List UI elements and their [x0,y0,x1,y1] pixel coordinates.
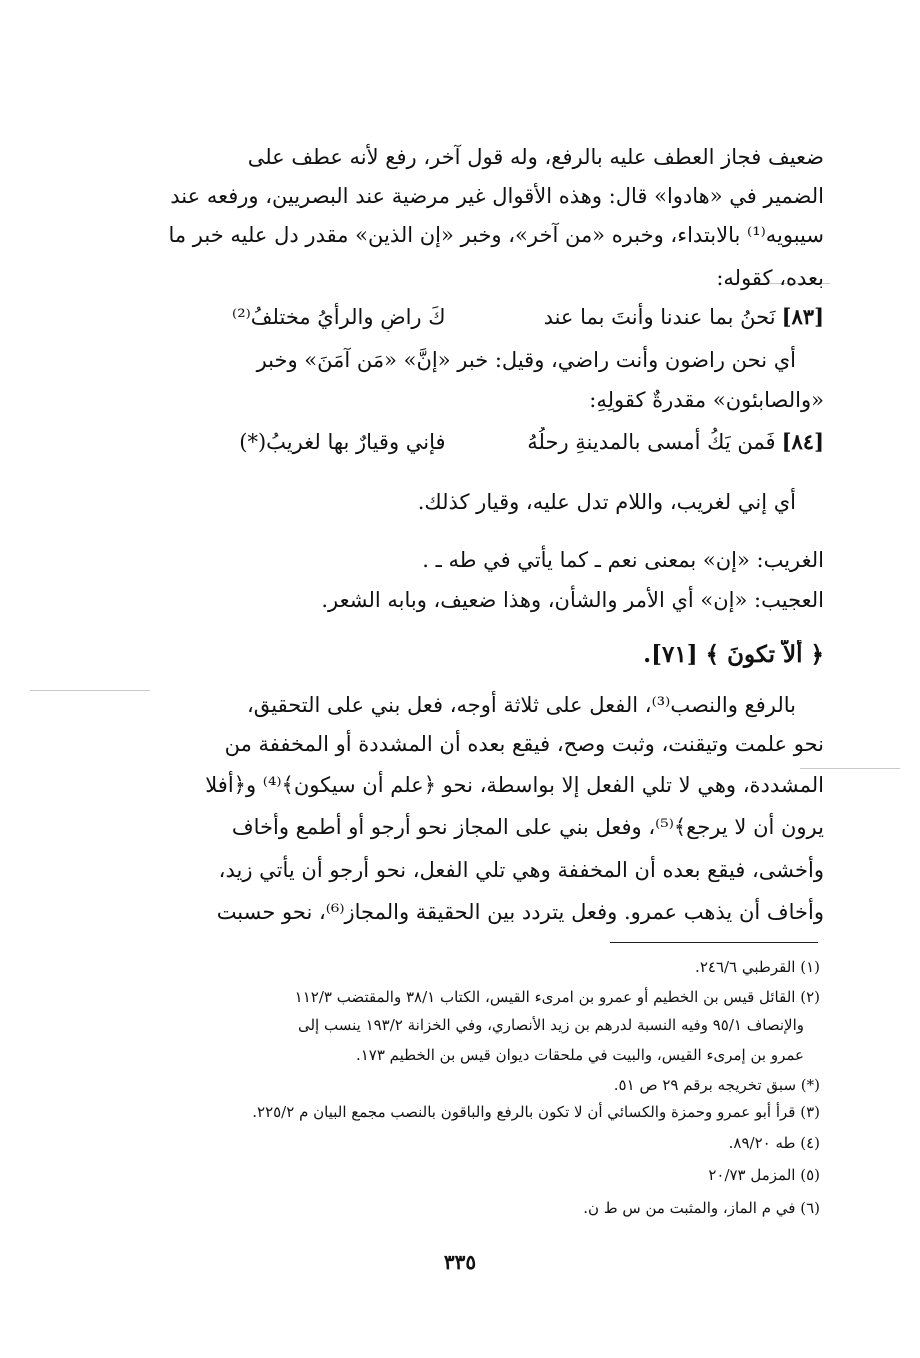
body-line: بعده، كقوله: [716,266,824,290]
verse-second-hemistich: كَ راضٍ والرأيُ مختلفُ⁽²⁾ [232,305,446,329]
body-line: الضمير في «هادوا» قال: وهذه الأقوال غير مرضية عند البصريين، ورفعه عند [170,184,824,208]
definition-line: العجيب: «إن» أي الأمر والشأن، وهذا ضعيف، وبابه الشعر. [321,588,824,612]
body-line: بالرفع والنصب⁽³⁾، الفعل على ثلاثة أوجه، فعل بني على التحقيق، [246,693,796,717]
verse-84 [138,427,824,457]
body-line: وأخاف أن يذهب عمرو. وفعل يتردد بين الحقيقة والمجاز⁽⁶⁾، نحو حسبت [216,900,824,924]
body-line: يرون أن لا يرجع﴾⁽⁵⁾، وفعل بني على المجاز نحو أرجو أو أطمع وأخاف [231,815,824,839]
body-line: نحو علمت وتيقنت، وثبت وصح، فيقع بعده أن المشددة أو المخففة من [224,732,824,756]
page-number: ٣٣٥ [443,1250,477,1274]
verse-number: [٨٣] [781,304,824,329]
verse-second-hemistich: فإني وقيارٌ بها لغريبُ(*) [239,430,446,454]
body-line: سيبويه⁽¹⁾ بالابتداء، وخبره «من آخر»، وخبر «إن الذين» مقدر دل عليه خبر ما [168,223,824,247]
verse-first-hemistich: فَمن يَكُ أمسى بالمدينةِ رحلُهُ [527,430,776,454]
scan-artifact-right [800,768,900,769]
body-line: أي نحن راضون وأنت راضي، وقيل: خبر «إنَّ» «مَن آمَنَ» وخبر [256,348,796,372]
footnote: (٤) طه ٨٩/٢٠. [728,1134,820,1152]
footnote: (٢) القائل قيس بن الخطيم أو عمرو بن امرىء القيس، الكتاب ٣٨/١ والمقتضب ١١٢/٣ [294,988,820,1006]
verse-number: [٨٤] [781,429,824,454]
body-line: «والصابئون» مقدرةٌ كقولِهِ: [589,388,824,412]
footnote: (٦) في م الماز، والمثبت من س ط ن. [583,1199,820,1217]
footnote: (٥) المزمل ٢٠/٧٣ [708,1166,820,1184]
footnote: (١) القرطبي ٢٤٦/٦. [695,958,820,976]
section-heading: ﴿ ألاَّ تكونَ ﴾ [٧١]. [643,641,824,668]
body-line: ضعيف فجاز العطف عليه بالرفع، وله قول آخر، رفع لأنه عطف على [247,145,824,169]
body-line: وأخشى، فيقع بعده أن المخففة وهي تلي الفعل، نحو أرجو أن يأتي زيد، [218,858,824,882]
footnote: والإنصاف ٩٥/١ وفيه النسبة لدرهم بن زيد الأنصاري، وفي الخزانة ١٩٣/٢ ينسب إلى [297,1016,804,1034]
definition-line: الغريب: «إن» بمعنى نعم ـ كما يأتي في طه ـ . [422,548,824,572]
footnote: (*) سبق تخريجه برقم ٢٩ ص ٥١. [613,1076,820,1094]
body-line: المشددة، وهي لا تلي الفعل إلا بواسطة، نحو ﴿علم أن سيكون﴾⁽⁴⁾ و﴿أفلا [205,773,824,797]
verse-83 [138,302,824,332]
footnote-separator [610,942,818,943]
footnote: (٣) قرأ أبو عمرو وحمزة والكسائي أن لا تكون بالرفع والباقون بالنصب مجمع البيان م ٢٢٥/٢. [252,1103,820,1121]
body-line: أي إني لغريب، واللام تدل عليه، وقيار كذلك. [417,490,796,514]
footnote: عمرو بن إمرىء القيس، والبيت في ملحقات ديوان قيس بن الخطيم ١٧٣. [355,1046,804,1064]
scan-artifact-middle [30,690,150,691]
verse-first-hemistich: نَحنُ بما عندنا وأنتَ بما عند [543,305,776,329]
